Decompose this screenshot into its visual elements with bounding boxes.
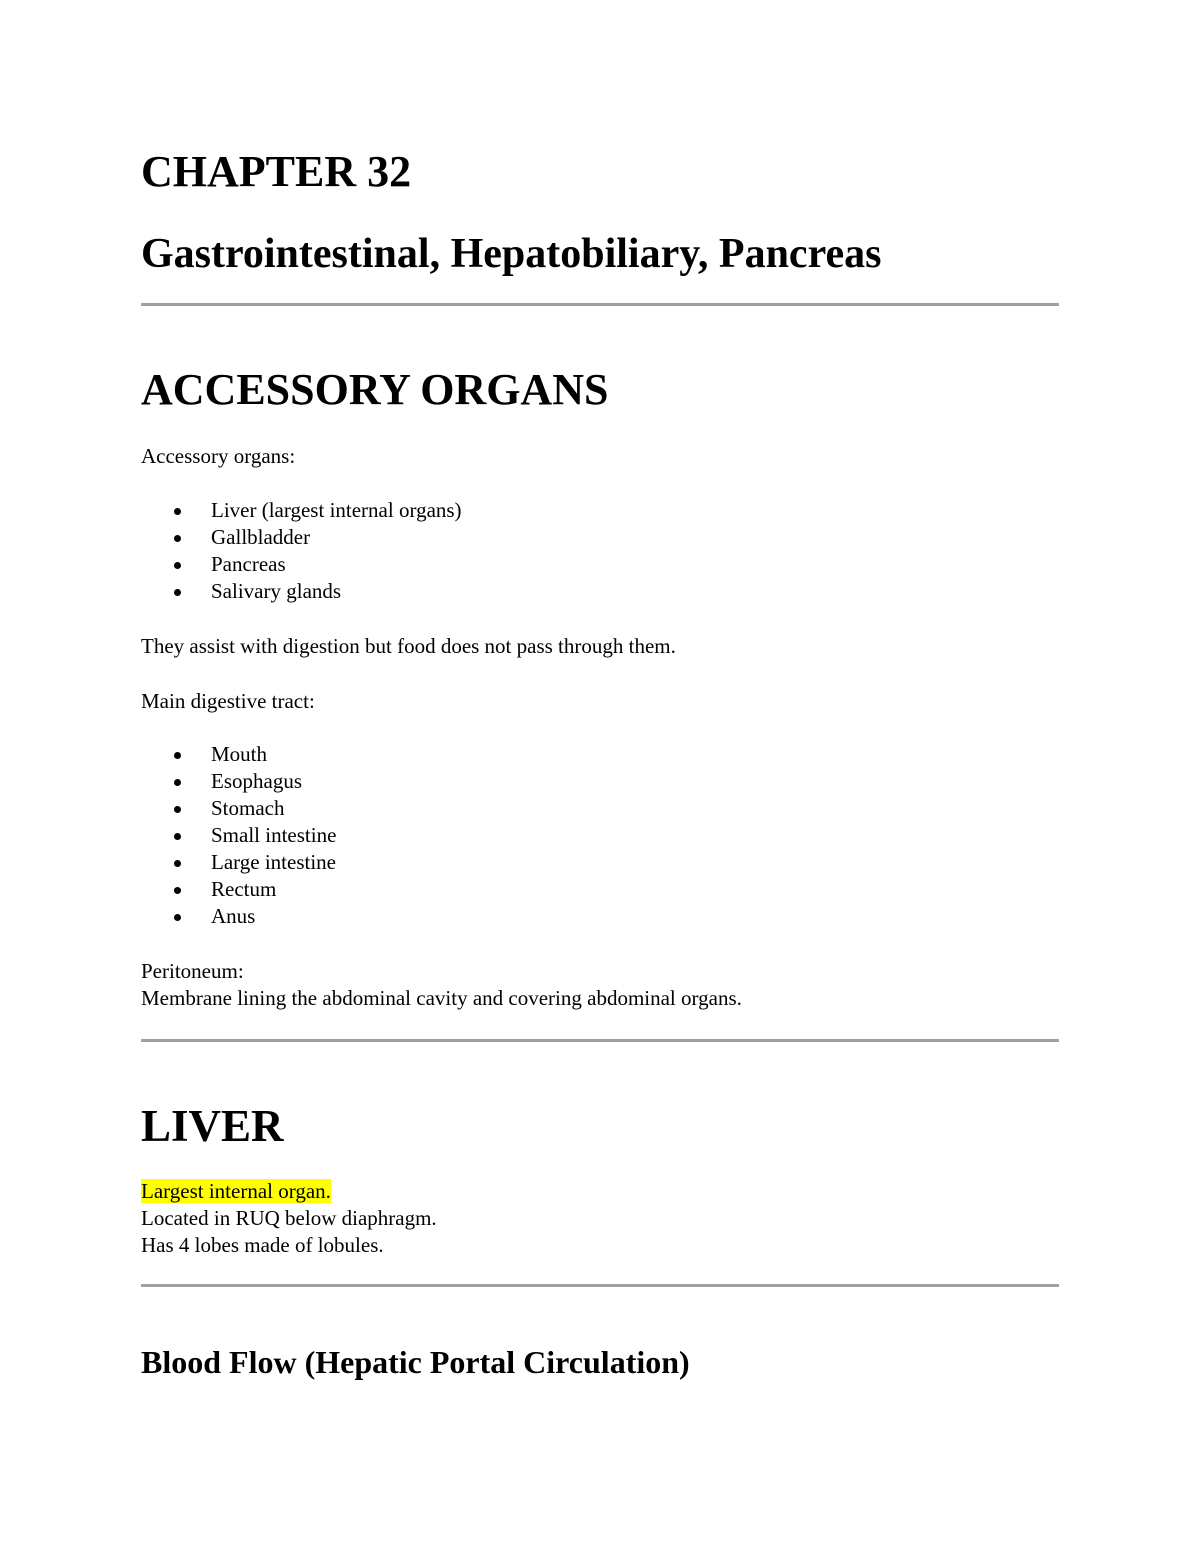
bullet-icon (174, 752, 181, 759)
blood-flow-heading: Blood Flow (Hepatic Portal Circulation) (141, 1344, 690, 1380)
list-item: Pancreas (141, 551, 462, 578)
liver-line-1 (141, 1178, 331, 1205)
chapter-title: CHAPTER 32 (141, 147, 412, 196)
tract-intro: Main digestive tract: (141, 689, 315, 713)
divider-3 (141, 1284, 1059, 1287)
liver-line-2: Located in RUQ below diaphragm. (141, 1206, 437, 1230)
list-item: Stomach (141, 795, 336, 822)
bullet-icon (174, 508, 181, 515)
bullet-icon (174, 779, 181, 786)
list-item: Large intestine (141, 849, 336, 876)
highlighted-text: Largest internal organ. (141, 1179, 331, 1203)
list-item: Mouth (141, 741, 336, 768)
tract-list (141, 741, 336, 930)
divider-1 (141, 303, 1059, 306)
accessory-note: They assist with digestion but food does not pass through them. (141, 634, 676, 658)
bullet-icon (174, 860, 181, 867)
bullet-icon (174, 833, 181, 840)
peritoneum-label: Peritoneum: (141, 959, 244, 983)
list-item: Gallbladder (141, 524, 462, 551)
bullet-icon (174, 535, 181, 542)
chapter-subtitle: Gastrointestinal, Hepatobiliary, Pancreas (141, 231, 882, 277)
bullet-icon (174, 806, 181, 813)
bullet-icon (174, 589, 181, 596)
bullet-icon (174, 914, 181, 921)
list-item: Esophagus (141, 768, 336, 795)
liver-line-3: Has 4 lobes made of lobules. (141, 1233, 384, 1257)
divider-2 (141, 1039, 1059, 1042)
list-item: Rectum (141, 876, 336, 903)
liver-heading: LIVER (141, 1101, 284, 1151)
list-item: Liver (largest internal organs) (141, 497, 462, 524)
accessory-list (141, 497, 462, 605)
accessory-intro: Accessory organs: (141, 444, 296, 468)
list-item: Small intestine (141, 822, 336, 849)
accessory-heading: ACCESSORY ORGANS (141, 365, 609, 414)
list-item: Salivary glands (141, 578, 462, 605)
bullet-icon (174, 562, 181, 569)
list-item: Anus (141, 903, 336, 930)
bullet-icon (174, 887, 181, 894)
peritoneum-definition: Membrane lining the abdominal cavity and covering abdominal organs. (141, 986, 742, 1010)
